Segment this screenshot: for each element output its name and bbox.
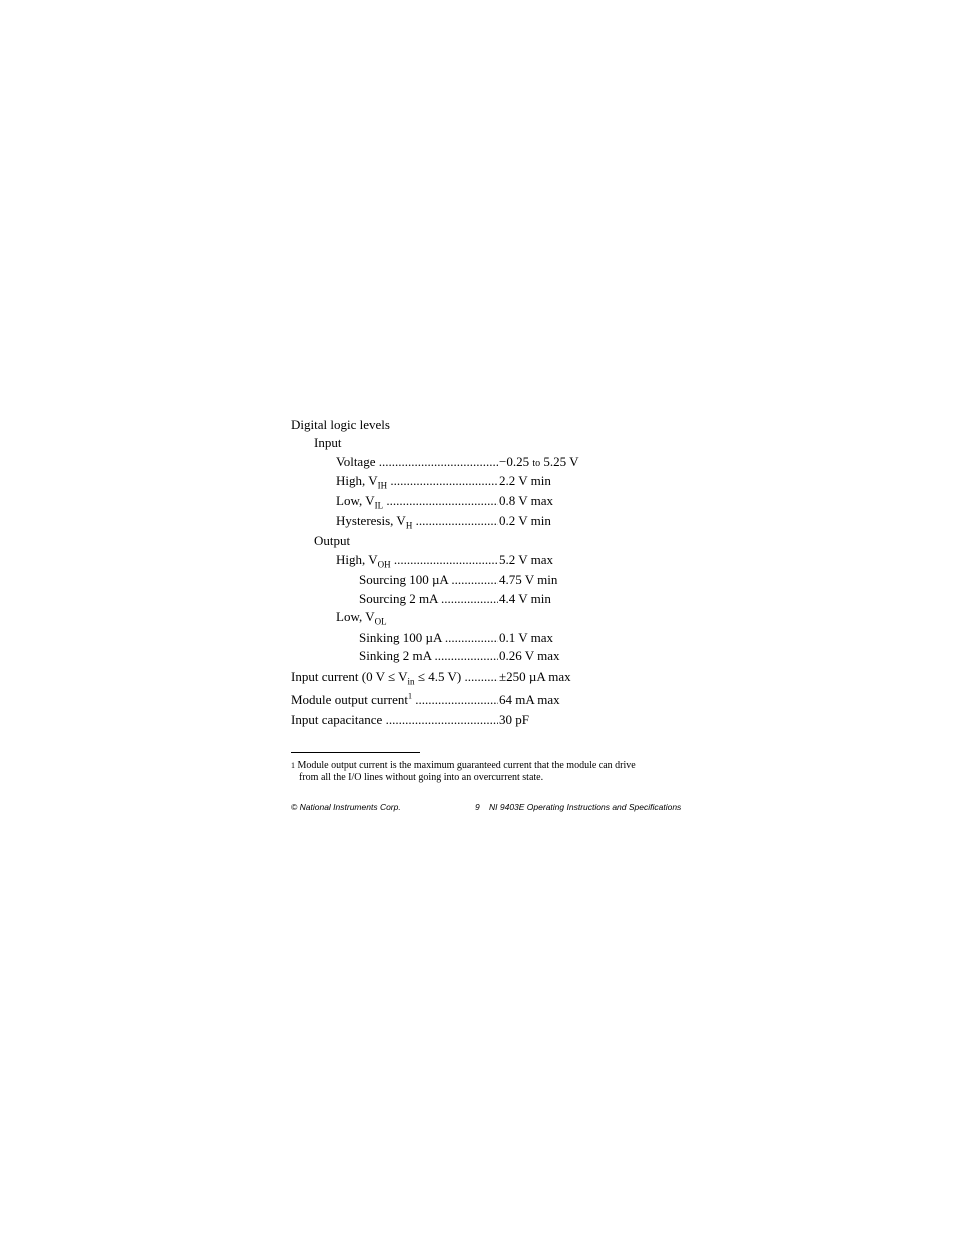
spec-input-low-value: 0.8 V max [499,493,554,508]
spec-input-hysteresis-value: 0.2 V min [499,513,551,528]
input-heading: Input [314,435,342,450]
footnote-line2: from all the I/O lines without going into an overcurrent state. [299,772,544,783]
footer-copyright: © National Instruments Corp. [291,802,401,812]
spec-input-capacitance-value: 30 pF [499,712,529,727]
spec-label: Voltage ..... [336,454,498,470]
spec-output-high-label: High, $V_{OH}$ ..... [336,552,498,568]
spec-input-high-value: 2.2 V min [499,473,551,488]
spec-input-voltage-label [336,454,498,470]
spec-sourcing-2-label: Sourcing 2 mA ..... [359,591,498,607]
spec-input-high-label: High, $V_{IH}$ ..... [336,473,498,489]
section-title: Digital logic levels [291,417,390,432]
spec-sourcing-100-label: Sourcing 100 µA ..... [359,572,498,588]
spec-sinking-100-value: 0.1 V max [499,630,554,645]
spec-module-output-current-value: 64 mA max [499,692,560,707]
spec-input-hysteresis-label: Hysteresis, $V_H$ ..... [336,513,498,529]
output-low-heading: Low, $V_{OL}$ [336,609,387,627]
spec-output-high-value: 5.2 V max [499,552,554,567]
spec-module-output-current-label: Module output current$^1$ ..... [291,692,498,708]
spec-sinking-2-value: 0.26 V max [499,648,560,663]
spec-input-capacitance-label: Input capacitance ..... [291,712,498,728]
spec-sinking-2-label: Sinking 2 mA ..... [359,648,498,664]
footnote-number: 1 [291,761,295,770]
spec-input-low-label: Low, $V_{IL}$ ..... [336,493,498,509]
spec-input-current-label: Input current (0 $V \le V_{in} \le 4.5$ V) ..... [291,669,498,685]
spec-input-voltage-value: −0.25 to 5.25 V [499,454,579,469]
spec-sinking-100-label: Sinking 100 µA ..... [359,630,498,646]
spec-input-current-value: ±250 µA max [499,669,571,684]
spec-sourcing-2-value: 4.4 V min [499,591,551,606]
footnote [291,760,671,784]
footer-doc-title: NI 9403E Operating Instructions and Specifications [489,802,682,812]
spec-sourcing-100-value: 4.75 V min [499,572,558,587]
footer-page-number: 9 [475,802,480,812]
output-heading: Output [314,533,351,548]
footnote-rule [291,752,420,753]
footnote-line1: Module output current is the maximum guaranteed current that the module can drive [295,760,636,771]
footnote-ref: 1 [407,692,412,701]
